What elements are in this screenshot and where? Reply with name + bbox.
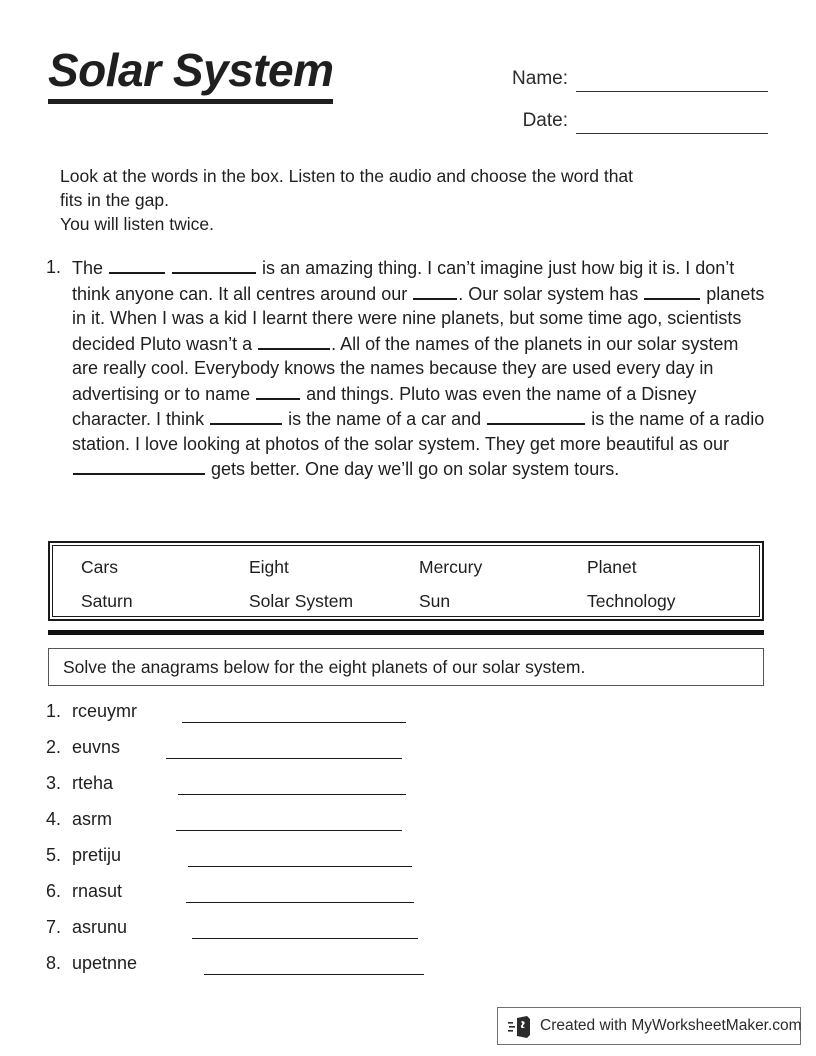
cloze-blank-5[interactable] [413, 281, 457, 300]
anagram-answer-line[interactable] [188, 866, 412, 867]
cloze-text-2 [166, 258, 171, 278]
anagram-answer-line[interactable] [178, 794, 406, 795]
cloze-text-8: planets in it. When I was a kid I learnt there were nine planets, but some time ago, scientists decided Pluto wasn’t a [72, 283, 765, 354]
anagram-answer-line[interactable] [182, 722, 406, 723]
word-bank-word: Cars [81, 557, 118, 577]
name-date-block [488, 50, 768, 134]
anagram-list [46, 698, 466, 986]
word-bank-word: Planet [587, 557, 637, 577]
worksheet-header [48, 44, 768, 136]
instructions-line-1: Look at the words in the box. Listen to the audio and choose the word that [60, 166, 634, 186]
anagram-item [46, 806, 466, 842]
anagram-item [46, 914, 466, 950]
name-input-line[interactable] [576, 65, 768, 92]
anagram-item-word: rnasut [72, 881, 123, 901]
cloze-blank-13[interactable] [210, 406, 282, 425]
anagram-item [46, 698, 466, 734]
anagram-item-number: 3. [46, 773, 62, 793]
anagram-item-number: 1. [46, 701, 62, 721]
anagram-item-word: rteha [72, 773, 114, 793]
word-bank-word: Sun [419, 591, 451, 611]
cloze-blank-11[interactable] [256, 381, 300, 400]
anagram-answer-line[interactable] [192, 938, 418, 939]
anagram-item-number: 4. [46, 809, 62, 829]
word-bank-word: Eight [249, 557, 289, 577]
anagram-answer-line[interactable] [186, 902, 414, 903]
word-bank-word: Mercury [419, 557, 483, 577]
anagram-item-number: 6. [46, 881, 62, 901]
instructions-line-2: fits in the gap. [60, 190, 169, 210]
cloze-text-4: is an amazing thing. I can’t imagine just how big it is. I don’t think anyone can. It all centres around our [72, 258, 735, 304]
date-label: Date: [522, 110, 568, 131]
anagram-item-word: euvns [72, 737, 121, 757]
date-input-line[interactable] [576, 107, 768, 134]
anagram-item [46, 878, 466, 914]
cloze-exercise [46, 255, 768, 482]
cloze-blank-7[interactable] [644, 281, 700, 300]
anagram-item-word: pretiju [72, 845, 122, 865]
worksheet-maker-logo-icon [508, 1015, 534, 1039]
cloze-item-number: 1. [46, 257, 62, 277]
instructions-block [60, 164, 760, 236]
anagram-item [46, 950, 466, 986]
anagram-item [46, 842, 466, 878]
anagram-item-word: rceuymr [72, 701, 138, 721]
word-bank-row [53, 584, 759, 618]
anagram-item-word: upetnne [72, 953, 138, 973]
cloze-blank-3[interactable] [172, 255, 256, 274]
cloze-blank-15[interactable] [487, 406, 585, 425]
cloze-text-0: The [72, 258, 109, 278]
footer-badge [497, 1007, 801, 1045]
anagram-item-number: 5. [46, 845, 62, 865]
anagram-item-number: 2. [46, 737, 62, 757]
cloze-blank-1[interactable] [109, 255, 165, 274]
anagram-answer-line[interactable] [204, 974, 424, 975]
cloze-text-12: and things. Pluto was even the name of a Disney character. I think [72, 383, 697, 429]
instructions-line-3: You will listen twice. [60, 214, 215, 234]
section-divider [48, 630, 764, 635]
cloze-paragraph [72, 255, 768, 482]
anagram-item-number: 8. [46, 953, 62, 973]
cloze-text-14: is the name of a car and [283, 409, 487, 429]
word-bank-inner [52, 545, 760, 617]
word-bank-word: Technology [587, 591, 676, 611]
cloze-text-18: gets better. One day we’ll go on solar system tours. [206, 459, 620, 479]
anagram-item-word: asrunu [72, 917, 128, 937]
cloze-text-10: . All of the names of the planets in our solar system are really cool. Everybody knows the names because they are used every day in advertising or to name [72, 333, 739, 404]
name-label: Name: [512, 68, 568, 89]
anagram-item-number: 7. [46, 917, 62, 937]
footer-badge-text: Created with MyWorksheetMaker.com [540, 1017, 802, 1034]
anagram-item [46, 770, 466, 806]
cloze-blank-17[interactable] [73, 456, 205, 475]
anagram-instruction-box [48, 648, 764, 686]
date-row [488, 92, 768, 134]
cloze-text-16: is the name of a radio station. I love looking at photos of the solar system. They get more beautiful as our [72, 409, 765, 454]
anagram-item [46, 734, 466, 770]
name-row [488, 50, 768, 92]
word-bank-word: Solar System [249, 591, 354, 611]
anagram-answer-line[interactable] [166, 758, 402, 759]
word-bank-word: Saturn [81, 591, 133, 611]
anagram-item-word: asrm [72, 809, 112, 829]
anagram-answer-line[interactable] [176, 830, 402, 831]
cloze-text-6: . Our solar system has [458, 283, 644, 304]
anagram-instruction-text: Solve the anagrams below for the eight planets of our solar system. [63, 657, 586, 677]
word-bank [48, 541, 764, 621]
word-bank-row [53, 550, 759, 584]
cloze-blank-9[interactable] [258, 331, 330, 350]
page-title: Solar System [48, 44, 333, 104]
